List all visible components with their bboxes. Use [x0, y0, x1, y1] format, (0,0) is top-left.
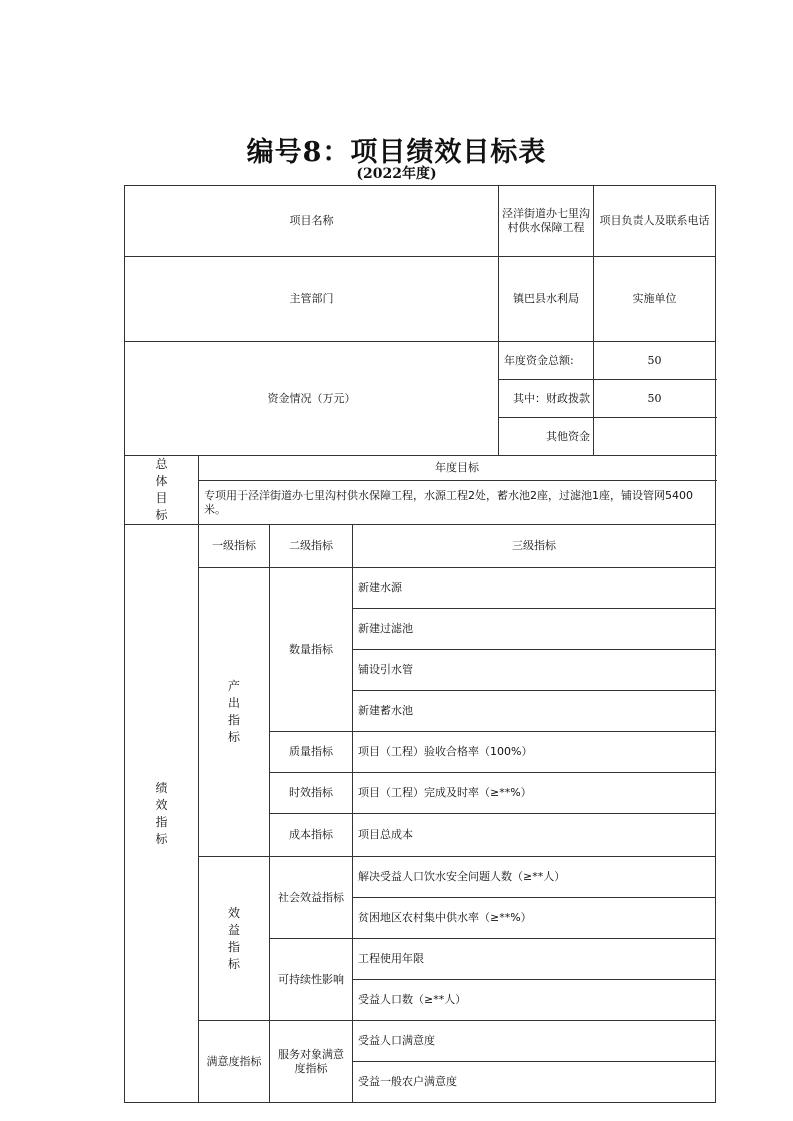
funds-label: 资金情况（万元） — [125, 342, 499, 456]
indicator-name: 项目（工程）验收合格率（100%） — [353, 732, 716, 773]
indicator-name: 受益人口数（≥**人） — [353, 980, 716, 1021]
col-level2-header: 二级指标 — [270, 525, 353, 568]
responsible-label: 项目负责人及联系电话 — [594, 186, 716, 257]
funds-other-label: 其他资金 — [499, 418, 594, 456]
indicator-name: 新建蓄水池 — [353, 691, 716, 732]
indicator-name: 解决受益人口饮水安全问题人数（≥**人） — [353, 857, 716, 898]
satisfaction-indicators-label: 满意度指标 — [199, 1021, 270, 1103]
funds-other-value — [594, 418, 716, 456]
col-level3-header: 三级指标 — [353, 525, 716, 568]
indicator-name: 受益一般农户满意度 — [353, 1062, 716, 1103]
page-title: 编号8：项目绩效目标表 — [246, 137, 547, 168]
impl-label: 实施单位 — [594, 257, 716, 342]
funds-total-value: 50 — [594, 342, 716, 380]
funds-total-label: 年度资金总额: — [499, 342, 594, 380]
indicator-name: 工程使用年限 — [353, 939, 716, 980]
col-level1-header: 一级指标 — [199, 525, 270, 568]
indicator-name: 铺设引水管 — [353, 650, 716, 691]
indicator-name: 新建水源 — [353, 568, 716, 609]
annual-goal-label: 年度目标 — [199, 456, 716, 481]
overall-goal-label: 总体目标 — [125, 456, 199, 525]
performance-label: 绩效指标 — [125, 525, 199, 1103]
project-name: 泾洋街道办七里沟村供水保障工程 — [499, 186, 594, 257]
indicator-name: 项目总成本 — [353, 814, 716, 857]
cost-indicators-label: 成本指标 — [270, 814, 353, 857]
quality-indicators-label: 质量指标 — [270, 732, 353, 773]
indicator-name: 受益人口满意度 — [353, 1021, 716, 1062]
quantity-indicators-label: 数量指标 — [270, 568, 353, 732]
project-name-label: 项目名称 — [125, 186, 499, 257]
sustainability-label: 可持续性影响 — [270, 939, 353, 1021]
benefit-indicators-label: 效益指标 — [199, 857, 270, 1021]
social-benefit-label: 社会效益指标 — [270, 857, 353, 939]
indicator-name: 新建过滤池 — [353, 609, 716, 650]
overall-goal-text: 专项用于泾洋街道办七里沟村供水保障工程，水源工程2处，蓄水池2座，过滤池1座，铺设管网5400米。 — [199, 481, 716, 525]
performance-table — [124, 185, 716, 1103]
indicator-name: 贫困地区农村集中供水率（≥**%） — [353, 898, 716, 939]
indicator-name: 项目（工程）完成及时率（≥**%） — [353, 773, 716, 814]
dept-value: 镇巴县水利局 — [499, 257, 594, 342]
output-indicators-label: 产出指标 — [199, 568, 270, 857]
timeliness-indicators-label: 时效指标 — [270, 773, 353, 814]
dept-label: 主管部门 — [125, 257, 499, 342]
funds-fiscal-label: 其中：财政拨款 — [499, 380, 594, 418]
service-satisfaction-label: 服务对象满意度指标 — [270, 1021, 353, 1103]
funds-fiscal-value: 50 — [594, 380, 716, 418]
page-subtitle: (2022年度) — [356, 166, 437, 182]
